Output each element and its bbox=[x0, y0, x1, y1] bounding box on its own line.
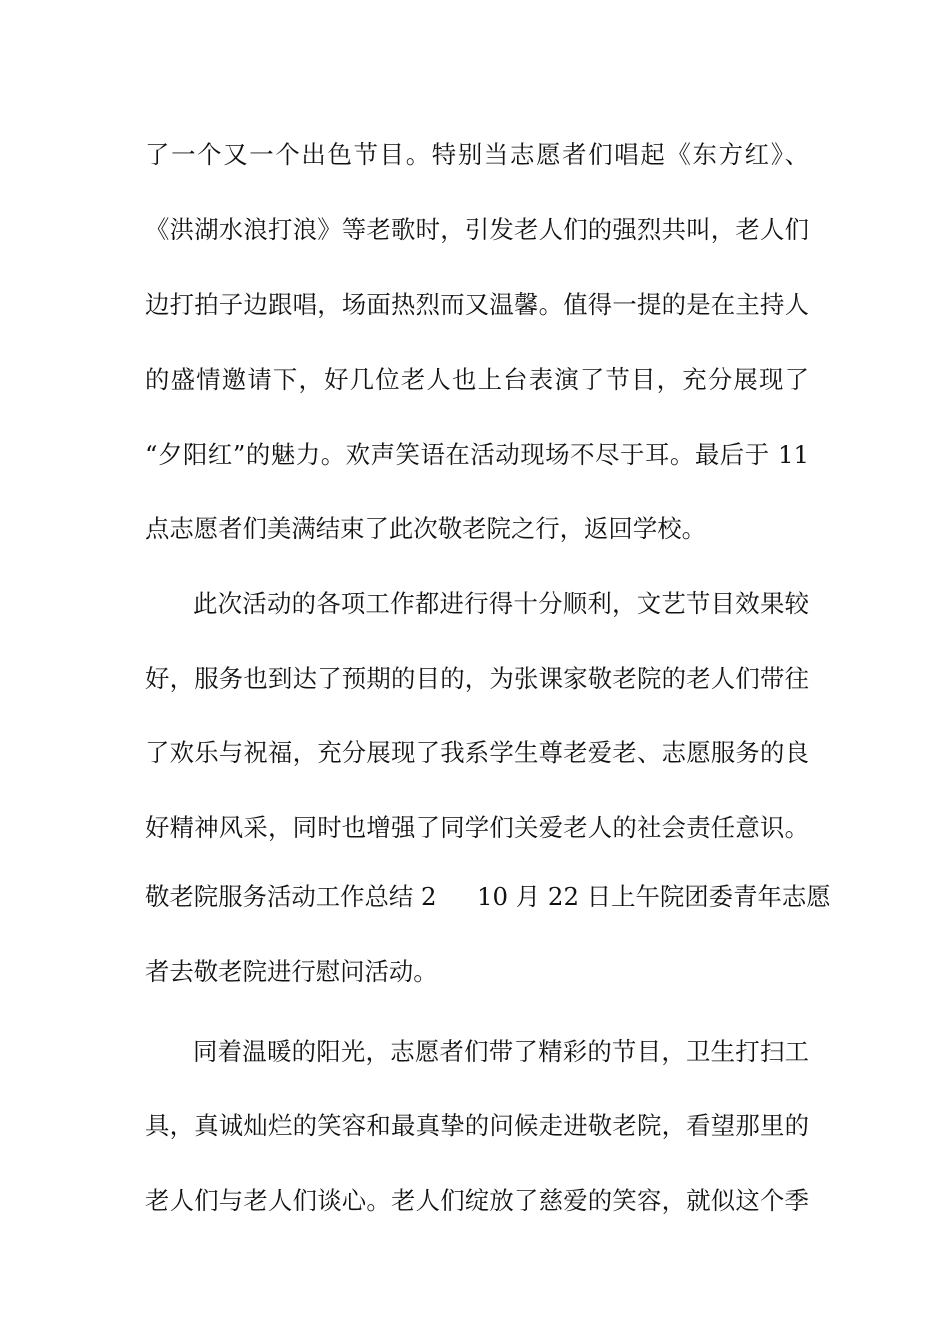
paragraph-3-line-2: 具，真诚灿烂的笑容和最真挚的问候走进敬老院，看望那里的 bbox=[145, 1111, 809, 1140]
section-title: 敬老院服务活动工作总结 2 bbox=[145, 882, 437, 911]
paragraph-1-line-2: 《洪湖水浪打浪》等老歌时，引发老人们的强烈共叫，老人们 bbox=[145, 215, 809, 244]
paragraph-3-line-3: 老人们与老人们谈心。老人们绽放了慈爱的笑容，就似这个季 bbox=[145, 1186, 809, 1215]
paragraph-1-line-5: “夕阳红”的魅力。欢声笑语在活动现场不尽于耳。最后于 11 bbox=[145, 440, 809, 469]
section-lead-text: 10 月 22 日上午院团委青年志愿 bbox=[477, 882, 831, 911]
paragraph-1-line-1: 了一个又一个出色节目。特别当志愿者们唱起《东方红》、 bbox=[145, 140, 809, 169]
paragraph-1-line-4: 的盛情邀请下，好几位老人也上台表演了节目，充分展现了 bbox=[145, 365, 809, 394]
paragraph-1-line-3: 边打拍子边跟唱，场面热烈而又温馨。值得一提的是在主持人 bbox=[145, 290, 809, 319]
paragraph-2-line-2: 好，服务也到达了预期的目的，为张课家敬老院的老人们带往 bbox=[145, 664, 809, 693]
paragraph-2-line-1: 此次活动的各项工作都进行得十分顺利，文艺节目效果较 bbox=[193, 589, 809, 618]
paragraph-3-line-1: 同着温暖的阳光，志愿者们带了精彩的节目，卫生打扫工 bbox=[193, 1037, 809, 1066]
paragraph-2-line-3: 了欢乐与祝福，充分展现了我系学生尊老爱老、志愿服务的良 bbox=[145, 738, 809, 767]
section-continuation-text: 者去敬老院进行慰问活动。 bbox=[145, 957, 438, 986]
paragraph-2-line-4: 好精神风采，同时也增强了同学们关爱老人的社会责任意识。 bbox=[145, 813, 809, 842]
paragraph-1-line-6: 点志愿者们美满结束了此次敬老院之行，返回学校。 bbox=[145, 514, 706, 543]
